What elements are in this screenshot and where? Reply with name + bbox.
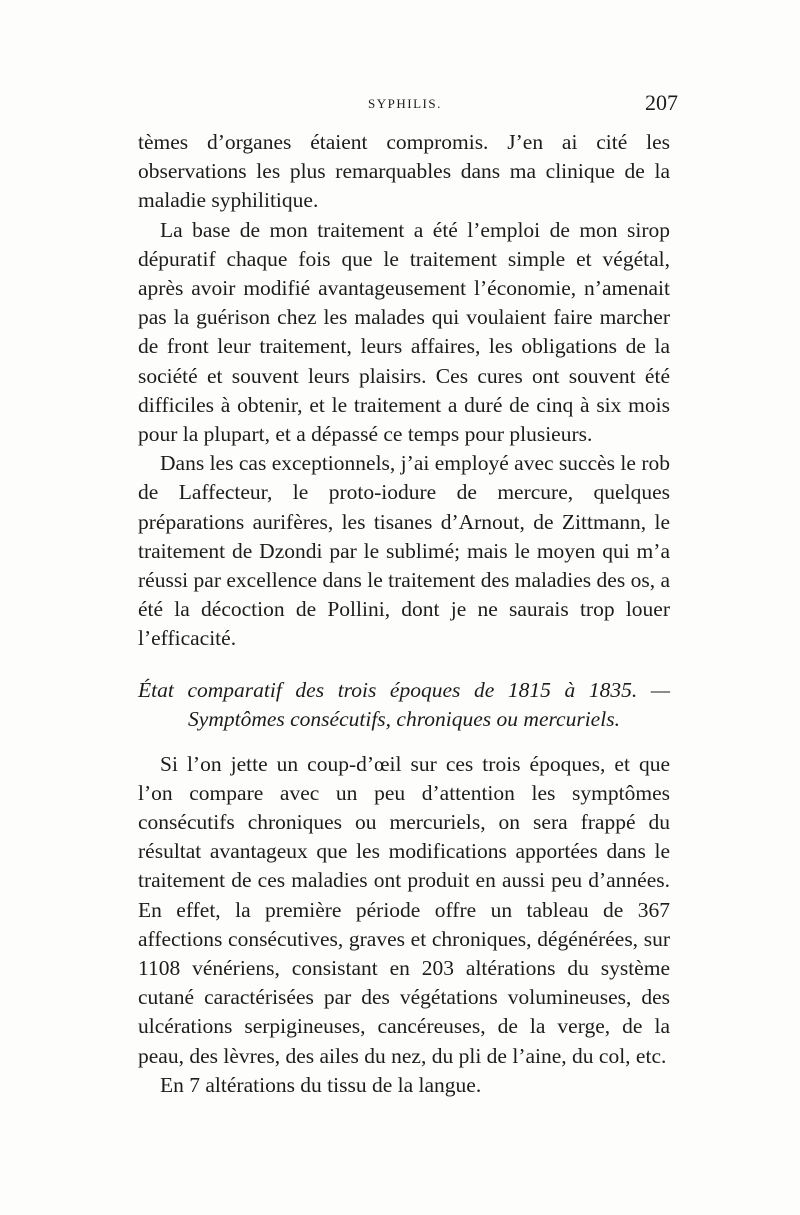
section-heading-line1: État comparatif des trois époques de 1815 à 1835. — — [138, 677, 670, 702]
body-text — [138, 128, 670, 1100]
section-heading — [138, 676, 670, 734]
paragraph-comparison: Si l’on jette un coup-d’œil sur ces trois époques, et que l’on compare avec un peu d’attention les symptômes consécutifs chroniques ou mercuriels, on sera frappé du résultat avantageux que les modifications apportées dans le traitement de ces maladies ont produit en aussi peu d’années. En effet, la première période offre un tableau de 367 affections consécutives, graves et chroniques, dégénérées, sur 1108 vénériens, consistant en 203 altérations du système cutané caractérisées par des végétations volumineuses, des ulcérations serpigineuses, cancéreuses, de la verge, de la peau, des lèvres, des ailes du nez, du pli de l’aine, du col, etc. — [138, 751, 670, 1068]
paragraph-continuation: tèmes d’organes étaient compromis. J’en ai cité les observations les plus remarquables dans ma clinique de la maladie syphilitique. — [138, 130, 670, 213]
running-title: SYPHILIS. — [368, 96, 442, 111]
paragraph-tongue-alterations: En 7 altérations du tissu de la langue. — [160, 1072, 482, 1097]
paragraph-treatment-base: La base de mon traitement a été l’emploi de mon sirop dépuratif chaque fois que le traitement simple et végétal, après avoir modifié avantageusement l’économie, n’amenait pas la guérison chez les malades qui voulaient faire marcher de front leur traitement, leurs affaires, les obligations de la société et souvent leurs plaisirs. Ces cures ont souvent été difficiles à obtenir, et le traitement a duré de cinq à six mois pour la plupart, et a dépassé ce temps pour plusieurs. — [138, 217, 670, 447]
page-number: 207 — [645, 90, 678, 115]
section-heading-line2: Symptômes consécutifs, chroniques ou mercuriels. — [188, 706, 620, 731]
running-head — [138, 90, 678, 120]
paragraph-exceptional-cases: Dans les cas exceptionnels, j’ai employé avec succès le rob de Laffecteur, le proto-iodure de mercure, quelques préparations aurifères, les tisanes d’Arnout, de Zittmann, le traitement de Dzondi par le sublimé; mais le moyen qui m’a réussi par excellence dans le traitement des maladies des os, a été la décoction de Pollini, dont je ne saurais trop louer l’efficacité. — [138, 451, 670, 651]
